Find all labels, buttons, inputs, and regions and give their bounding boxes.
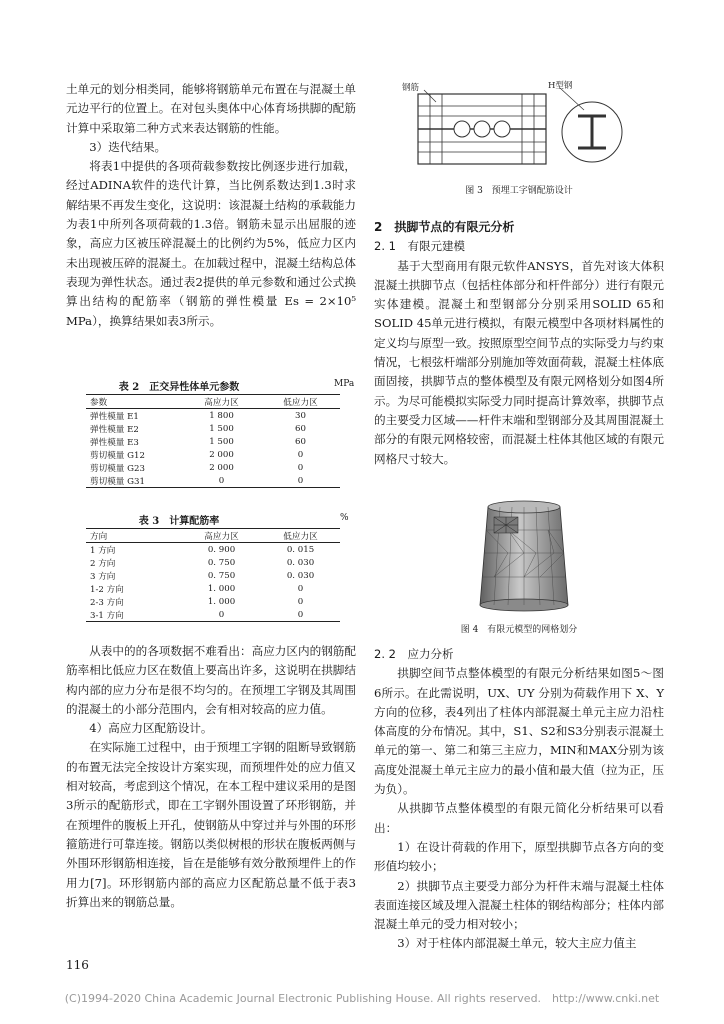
table-cell: 3-1 方向 bbox=[86, 608, 182, 622]
table-row bbox=[86, 448, 340, 461]
copyright-footer: (C)1994-2020 China Academic Journal Electronic Publishing House. All rights reserved. http://www.cnki.net bbox=[64, 992, 660, 1005]
label-h-steel: H型钢 bbox=[548, 81, 573, 91]
left-column-top bbox=[66, 80, 356, 331]
item-heading: 4）高应力区配筋设计。 bbox=[89, 721, 213, 736]
table-cell: 0. 900 bbox=[207, 544, 236, 555]
table-cell: 剪切模量 G12 bbox=[90, 450, 145, 461]
table-cell: 弹性模量 E3 bbox=[90, 437, 139, 448]
table-3-title: 表 3 计算配筋率 bbox=[138, 516, 220, 527]
table-cell: 60 bbox=[295, 436, 306, 447]
section-heading: 2 拱脚节点的有限元分析 bbox=[374, 220, 515, 234]
paragraph: 从表中的的各项数据不难看出：高应力区内的钢筋配筋率相比低应力区在数值上要高出许多，这说明在拱脚结构内部的应力分布是很不均匀的。在预埋工字钢及其周围的混凝土的小部分范围内，会有相对较高的应力值。 bbox=[66, 644, 356, 716]
table-cell: 60 bbox=[295, 423, 306, 434]
table-3 bbox=[86, 528, 340, 622]
table-row bbox=[86, 556, 340, 569]
table-cell: 1 500 bbox=[209, 423, 234, 434]
table-header: 方向 bbox=[86, 529, 182, 543]
paragraph: 土单元的划分相类同，能够将钢筋单元布置在与混凝土单元边平行的位置上。在对包头奥体中心体育场拱脚的配筋计算中采取第二种方式来表达钢筋的性能。 bbox=[66, 82, 356, 135]
table-cell: 0. 750 bbox=[207, 570, 236, 581]
table-cell: 0. 030 bbox=[286, 570, 315, 581]
list-item: 1）在设计荷载的作用下，原型拱脚节点各方向的变形值均较小； bbox=[374, 839, 664, 874]
table-cell: 弹性模量 E2 bbox=[90, 424, 139, 435]
table-3-unit: % bbox=[340, 513, 349, 523]
list-item: 3）对于柱体内部混凝土单元，较大主应力值主 bbox=[397, 936, 637, 951]
subsection-heading: 2. 1 有限元建模 bbox=[374, 239, 465, 254]
subsection-heading: 2. 2 应力分析 bbox=[374, 647, 454, 661]
table-cell: 0 bbox=[297, 449, 304, 460]
table-cell: 0 bbox=[182, 608, 261, 622]
web-holes bbox=[454, 121, 510, 137]
table-cell: 1 方向 bbox=[90, 545, 116, 556]
table-header: 参数 bbox=[86, 395, 182, 409]
table-row bbox=[86, 569, 340, 582]
table-cell: 3 方向 bbox=[90, 571, 116, 582]
table-cell: 0 bbox=[297, 462, 304, 473]
right-column-bottom bbox=[374, 645, 664, 954]
label-rebar: 钢筋 bbox=[402, 83, 420, 93]
paragraph: 将表1中提供的各项荷载参数按比例逐步进行加载，经过ADINA软件的迭代计算，当比例系数达到1.3时求解结果不再发生变化，这说明：该混凝土结构的承载能力为表1中所列各项荷载的1.3倍。钢筋未显示出屈服的迹象，高应力区被压碎混凝土的比例约为5%，低应力区内未出现被压碎的混凝土。在加载过程中，混凝土结构总体表现为弹性状态。通过表2提供的单元参数和通过公式换算出结构的配筋率（钢筋的弹性模量 Es = 2×10⁵ MPa），换算结果如表3所示。 bbox=[66, 159, 356, 328]
dense-mesh-region bbox=[494, 517, 518, 533]
table-row bbox=[86, 409, 340, 423]
figure-4-caption: 图 4 有限元模型的网格划分 bbox=[460, 625, 578, 635]
table-cell: 0 bbox=[261, 474, 340, 488]
table-header: 低应力区 bbox=[261, 529, 340, 543]
table-row bbox=[86, 461, 340, 474]
table-cell: 1 500 bbox=[209, 436, 234, 447]
h-steel-section bbox=[562, 102, 622, 162]
table-cell: 1-2 方向 bbox=[90, 584, 124, 595]
figure-3-caption: 图 3 预埋工字钢配筋设计 bbox=[465, 186, 573, 196]
table-cell: 2 000 bbox=[209, 449, 234, 460]
table-cell: 1. 000 bbox=[207, 583, 236, 594]
paragraph: 基于大型商用有限元软件ANSYS，首先对该大体积混凝土拱脚节点（包括柱体部分和杆件部分）进行有限元实体建模。混凝土和型钢部分分别采用SOLID 65和SOLID 45单元进行模拟，有限元模型中各项材料属性的定义均与原型一致。按照原型空间节点的实际受力与约束情况，七根弦杆端部分别施加等效面荷载，混凝土柱体底面固接，拱脚节点的整体模型及有限元网格划分如图4所示。为尽可能模拟实际受力同时提高计算效率，拱脚节点的主要受力区域——杆件末端和型钢部分及其周围混凝土部分的有限元网格较密，而混凝土柱体其他区域的有限元网格尺寸较大。 bbox=[374, 258, 664, 466]
table-header: 高应力区 bbox=[182, 395, 261, 409]
list-item: 2）拱脚节点主要受力部分为杆件末端与混凝土柱体表面连接区域及埋入混凝土柱体的钢结构部分；柱体内部混凝土单元的受力相对较小； bbox=[374, 878, 664, 932]
table-cell: 0 bbox=[182, 474, 261, 488]
table-cell: 0. 015 bbox=[286, 544, 315, 555]
table-row bbox=[86, 422, 340, 435]
paragraph: 从拱脚节点整体模型的有限元简化分析结果可以看出： bbox=[374, 801, 664, 835]
page-number: 116 bbox=[66, 958, 89, 972]
table-cell: 剪切模量 G23 bbox=[90, 463, 145, 474]
table-cell: 0 bbox=[297, 596, 304, 607]
paragraph: 在实际施工过程中，由于预埋工字钢的阻断导致钢筋的布置无法完全按设计方案实现，而预埋件处的应力值又相对较高，考虑到这个情况，在本工程中建议采用的是图3所示的配筋形式，即在工字钢外围设置了环形钢筋，并在预埋件的腹板上开孔，使钢筋从中穿过并与外围的环形箍筋进行可靠连接。钢筋以类似树根的形状在腹板两侧与外围环形钢筋相连接，旨在是能够有效分散预埋件上的作用力[7]。环形钢筋内部的高应力区配筋总量不低于表3折算出来的钢筋总量。 bbox=[66, 740, 356, 909]
left-column-bottom bbox=[66, 642, 356, 912]
table-cell: 2 000 bbox=[209, 462, 234, 473]
table-cell: 1. 000 bbox=[207, 596, 236, 607]
table-row bbox=[86, 435, 340, 448]
right-column-top bbox=[374, 218, 664, 469]
table-row bbox=[86, 474, 340, 488]
figure-3-rebar-drawing bbox=[400, 80, 630, 176]
table-header: 低应力区 bbox=[261, 395, 340, 409]
table-cell: 弹性模量 E1 bbox=[90, 411, 139, 422]
table-row bbox=[86, 608, 340, 622]
table-header: 高应力区 bbox=[182, 529, 261, 543]
table-cell: 0. 030 bbox=[286, 557, 315, 568]
table-cell: 0. 750 bbox=[207, 557, 236, 568]
table-row bbox=[86, 582, 340, 595]
table-cell: 30 bbox=[295, 410, 306, 421]
table-row bbox=[86, 595, 340, 608]
table-2-unit: MPa bbox=[334, 379, 355, 389]
table-cell: 剪切模量 G31 bbox=[86, 474, 182, 488]
table-2-title: 表 2 正交异性体单元参数 bbox=[118, 382, 240, 393]
table-row bbox=[86, 543, 340, 557]
table-cell: 2-3 方向 bbox=[90, 597, 124, 608]
table-cell: 2 方向 bbox=[90, 558, 116, 569]
paragraph: 拱脚空间节点整体模型的有限元分析结果如图5～图6所示。在此需说明，UX、UY 分别为荷载作用下 X、Y 方向的位移，表4列出了柱体内部混凝土单元主应力沿柱体高度的分布情况。其中，S1、S2和S3分别表示混凝土单元的第一、第二和第三主应力，MIN和MAX分别为该高度处混凝土单元主应力的最小值和最大值（拉为正，压为负）。 bbox=[374, 666, 664, 797]
table-2 bbox=[86, 394, 340, 488]
figure-4-mesh-model bbox=[476, 495, 572, 615]
table-cell: 0 bbox=[297, 583, 304, 594]
table-cell: 1 800 bbox=[209, 410, 234, 421]
table-cell: 0 bbox=[261, 608, 340, 622]
item-heading: 3）迭代结果。 bbox=[89, 139, 167, 154]
